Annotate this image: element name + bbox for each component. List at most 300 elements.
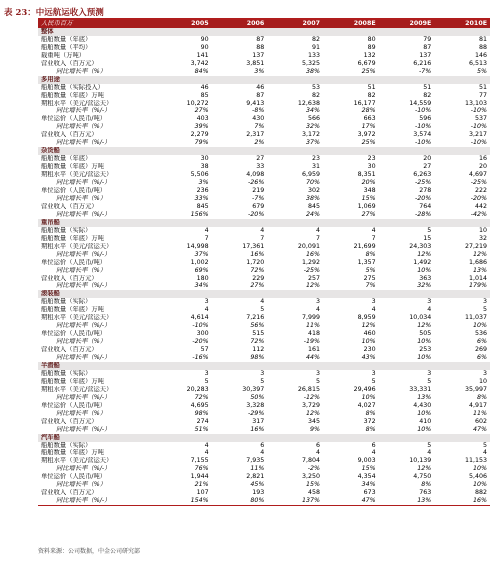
value-cell: 12%	[473, 250, 487, 258]
value-cell: 33%	[194, 194, 209, 202]
value-cell: 10%	[473, 465, 487, 473]
value-cell: 3,172	[301, 131, 320, 139]
row-label: 同比增长率（%）	[56, 123, 107, 131]
table-row	[38, 259, 490, 267]
row-label: 期租水平（美元/营运天）	[41, 457, 113, 465]
value-cell: 1,002	[190, 258, 209, 266]
row-label: 期租水平（美元/营运天）	[41, 99, 113, 107]
value-cell: 15	[423, 234, 432, 242]
value-cell: 27%	[250, 282, 265, 290]
row-label: 单位运价（人民币/吨）	[41, 401, 107, 409]
value-cell: 11,037	[464, 314, 487, 322]
value-cell: 13%	[473, 266, 487, 274]
section-header-cell	[434, 76, 490, 84]
value-cell: 7	[315, 234, 320, 242]
value-cell: 4	[204, 441, 209, 449]
value-cell: 9%	[309, 425, 320, 433]
row-label: 营业收入（百万元）	[41, 274, 98, 282]
table-row	[38, 100, 490, 108]
value-cell: 275	[363, 274, 376, 282]
value-cell: 27%	[361, 210, 376, 218]
value-cell: -16%	[192, 354, 209, 362]
row-label: 船舶数量（实际）	[41, 226, 92, 234]
value-cell: -26%	[248, 179, 265, 187]
value-cell: 15%	[361, 194, 376, 202]
section-name: 汽车船	[38, 434, 156, 442]
value-cell: 3	[427, 369, 432, 377]
value-cell: 10%	[417, 354, 432, 362]
row-label: 船舶数量（实际）	[41, 369, 92, 377]
value-cell: 8%	[365, 425, 376, 433]
value-cell: 98%	[250, 354, 265, 362]
table-row	[38, 346, 490, 354]
value-cell: 566	[307, 115, 320, 123]
value-cell: 257	[307, 274, 320, 282]
value-cell: 4	[482, 449, 487, 457]
value-cell: 3,250	[301, 473, 320, 481]
row-label: 船舶数量（年底）万吨	[41, 91, 104, 99]
table-row	[38, 449, 490, 457]
value-cell: 20%	[361, 179, 376, 187]
table-row	[38, 497, 490, 505]
value-cell: 4	[315, 306, 320, 314]
table-row	[38, 227, 490, 235]
table-title: 表 23：中远航运收入预测	[4, 8, 104, 18]
row-label: 同比增长率（%/-）	[56, 322, 111, 330]
value-cell: 4,750	[413, 473, 432, 481]
value-cell: 4	[260, 226, 265, 234]
value-cell: 35,997	[464, 385, 487, 393]
value-cell: 4,098	[246, 171, 265, 179]
row-label: 同比增长率（%/-）	[56, 393, 111, 401]
value-cell: 44%	[305, 354, 320, 362]
value-cell: 84%	[194, 67, 209, 75]
value-cell: 20,283	[186, 385, 209, 393]
year-header: 2005	[156, 20, 212, 28]
value-cell: 317	[252, 417, 265, 425]
value-cell: 403	[196, 115, 209, 123]
value-cell: 76%	[194, 465, 209, 473]
value-cell: 4	[427, 306, 432, 314]
value-cell: 7%	[365, 282, 376, 290]
value-cell: 25%	[361, 139, 376, 147]
value-cell: 4	[204, 226, 209, 234]
section-header-cell	[434, 147, 490, 155]
value-cell: 77	[478, 91, 487, 99]
value-cell: 3	[315, 298, 320, 306]
value-cell: -2%	[307, 465, 320, 473]
value-cell: 418	[307, 330, 320, 338]
section-header-cell	[434, 290, 490, 298]
value-cell: 6,513	[468, 59, 487, 67]
value-cell: 39%	[194, 123, 209, 131]
value-cell: 663	[363, 115, 376, 123]
table-row	[38, 52, 490, 60]
row-label: 同比增长率（%/-）	[56, 250, 111, 258]
value-cell: 16%	[250, 250, 265, 258]
value-cell: 6	[315, 441, 320, 449]
value-cell: 7,216	[246, 314, 265, 322]
value-cell: 51	[367, 83, 376, 91]
value-cell: 57	[200, 346, 209, 354]
value-cell: 4	[204, 449, 209, 457]
table-row	[38, 84, 490, 92]
value-cell: 38%	[305, 67, 320, 75]
row-label: 营业收入（百万元）	[41, 131, 98, 139]
value-cell: 4	[260, 449, 265, 457]
table-row	[38, 267, 490, 275]
value-cell: 3	[260, 369, 265, 377]
table-row	[38, 442, 490, 450]
value-cell: 3,729	[301, 401, 320, 409]
value-cell: 8%	[421, 481, 432, 489]
row-label: 同比增长率（%）	[56, 409, 107, 417]
value-cell: 845	[196, 202, 209, 210]
row-label: 单位运价（人民币/吨）	[41, 115, 107, 123]
value-cell: 882	[474, 489, 487, 497]
value-cell: -28%	[415, 210, 432, 218]
value-cell: 14,998	[186, 242, 209, 250]
value-cell: 345	[307, 417, 320, 425]
row-label: 船舶数量（实际）	[41, 298, 92, 306]
row-label: 同比增长率（%/-）	[56, 210, 111, 218]
value-cell: 51%	[194, 425, 209, 433]
value-cell: 348	[363, 187, 376, 195]
value-cell: 3	[315, 369, 320, 377]
value-cell: -12%	[303, 393, 320, 401]
value-cell: 3	[371, 369, 376, 377]
value-cell: 37%	[194, 250, 209, 258]
value-cell: 154%	[156, 497, 212, 505]
value-cell: 253	[419, 346, 432, 354]
table-row	[38, 68, 490, 76]
value-cell: 27%	[194, 107, 209, 115]
value-cell: 1,069	[357, 202, 376, 210]
value-cell: 32	[478, 234, 487, 242]
section-header-cell	[212, 290, 268, 298]
section-header-cell	[267, 76, 323, 84]
value-cell: 5	[427, 441, 432, 449]
table-row	[38, 378, 490, 386]
value-cell: 5	[315, 377, 320, 385]
value-cell: 8%	[477, 393, 487, 401]
row-label: 船舶数量（年底）万吨	[41, 377, 104, 385]
value-cell: -10%	[192, 322, 209, 330]
value-cell: 34%	[361, 481, 376, 489]
row-label: 期租水平（美元/营运天）	[41, 171, 113, 179]
table-row	[38, 330, 490, 338]
value-cell: -29%	[248, 409, 265, 417]
value-cell: -10%	[415, 107, 432, 115]
value-cell: 15%	[361, 465, 376, 473]
value-cell: 8%	[365, 250, 376, 258]
value-cell: 4,917	[468, 401, 487, 409]
value-cell: 6	[260, 441, 265, 449]
value-cell: 16%	[434, 497, 490, 505]
value-cell: 56%	[250, 322, 265, 330]
value-cell: 3	[482, 298, 487, 306]
section-name: 半潜船	[38, 362, 156, 370]
value-cell: 82	[367, 91, 376, 99]
value-cell: 1,944	[190, 473, 209, 481]
value-cell: 91	[311, 43, 320, 51]
value-cell: 4	[260, 298, 265, 306]
table-row	[38, 386, 490, 394]
value-cell: 16%	[250, 425, 265, 433]
value-cell: 10,272	[186, 99, 209, 107]
value-cell: 5%	[477, 67, 487, 75]
value-cell: 5	[427, 377, 432, 385]
value-cell: 27	[423, 163, 432, 171]
row-label: 同比增长率（%/-）	[38, 497, 156, 505]
value-cell: 27	[256, 155, 265, 163]
value-cell: 146	[474, 51, 487, 59]
row-label: 同比增长率（%）	[56, 194, 107, 202]
table-row	[38, 465, 490, 473]
row-label: 同比增长率（%/-）	[56, 139, 111, 147]
value-cell: 4,614	[190, 314, 209, 322]
value-cell: 17%	[361, 123, 376, 131]
value-cell: 34%	[194, 282, 209, 290]
section-header-cell	[323, 362, 379, 370]
section-name: 重吊船	[38, 219, 156, 227]
value-cell: 4	[371, 449, 376, 457]
value-cell: 10	[478, 226, 487, 234]
table-row	[38, 92, 490, 100]
row-label: 营业收入（百万元）	[41, 489, 98, 497]
value-cell: 72%	[194, 393, 209, 401]
row-label: 同比增长率（%）	[56, 481, 107, 489]
value-cell: 13%	[417, 393, 432, 401]
value-cell: 4	[315, 449, 320, 457]
row-label: 期租水平（美元/营运天）	[41, 314, 113, 322]
table-row	[38, 235, 490, 243]
value-cell: 460	[363, 330, 376, 338]
value-cell: 372	[363, 417, 376, 425]
value-cell: 24,303	[409, 242, 432, 250]
value-cell: 6%	[477, 338, 487, 346]
table-row	[38, 251, 490, 259]
value-cell: 47%	[323, 497, 379, 505]
year-header: 2007	[267, 20, 323, 28]
value-cell: 7	[204, 234, 209, 242]
section-header-cell	[267, 434, 323, 442]
value-cell: 4	[315, 226, 320, 234]
year-header: 2006	[212, 20, 268, 28]
value-cell: 137	[419, 51, 432, 59]
value-cell: 1,357	[357, 258, 376, 266]
table-row	[38, 481, 490, 489]
value-cell: 12%	[417, 465, 432, 473]
value-cell: 596	[419, 115, 432, 123]
section-header-cell	[156, 290, 212, 298]
value-cell: 32%	[417, 282, 432, 290]
value-cell: 1,492	[413, 258, 432, 266]
section-header-row	[38, 76, 490, 84]
value-cell: 4	[371, 306, 376, 314]
value-cell: 4	[371, 226, 376, 234]
value-cell: -19%	[303, 338, 320, 346]
table-row	[38, 410, 490, 418]
year-header: 2009E	[379, 20, 435, 28]
section-header-cell	[212, 147, 268, 155]
value-cell: 16,177	[353, 99, 376, 107]
section-header-cell	[379, 147, 435, 155]
value-cell: 442	[474, 202, 487, 210]
section-header-cell	[434, 219, 490, 227]
value-cell: 2,821	[246, 473, 265, 481]
table-row	[38, 107, 490, 115]
row-label: 同比增长率（%/-）	[56, 425, 111, 433]
value-cell: 4,697	[468, 171, 487, 179]
value-cell: -25%	[470, 179, 487, 187]
value-cell: 3,742	[190, 59, 209, 67]
table-row	[38, 203, 490, 211]
value-cell: 12%	[305, 282, 320, 290]
value-cell: 5	[260, 306, 265, 314]
value-cell: 5,325	[301, 59, 320, 67]
value-cell: 3%	[198, 179, 209, 187]
value-cell: 87	[256, 35, 265, 43]
value-cell: 5	[427, 226, 432, 234]
value-cell: 1,292	[301, 258, 320, 266]
value-cell: 12%	[417, 322, 432, 330]
value-cell: 4	[204, 306, 209, 314]
value-cell: 219	[252, 187, 265, 195]
table-row	[38, 402, 490, 410]
value-cell: -42%	[470, 210, 487, 218]
value-cell: 30	[200, 155, 209, 163]
value-cell: -10%	[470, 107, 487, 115]
value-cell: -7%	[419, 67, 432, 75]
value-cell: 20,091	[297, 242, 320, 250]
row-label: 单位运价（人民币/吨）	[41, 187, 107, 195]
table-row	[38, 314, 490, 322]
value-cell: 38	[200, 163, 209, 171]
table-row	[38, 489, 490, 497]
value-cell: 3,972	[357, 131, 376, 139]
value-cell: 193	[252, 489, 265, 497]
value-cell: -20%	[248, 210, 265, 218]
table-row	[38, 370, 490, 378]
value-cell: 161	[307, 346, 320, 354]
value-cell: 79%	[194, 139, 209, 147]
value-cell: 2,317	[246, 131, 265, 139]
value-cell: 180	[196, 274, 209, 282]
value-cell: -20%	[470, 194, 487, 202]
value-cell: 21,699	[353, 242, 376, 250]
table-row	[38, 179, 490, 187]
value-cell: 230	[363, 346, 376, 354]
value-cell: -10%	[470, 139, 487, 147]
value-cell: 46	[200, 83, 209, 91]
section-header-cell	[267, 219, 323, 227]
value-cell: 236	[196, 187, 209, 195]
section-header-cell	[212, 219, 268, 227]
value-cell: 85	[200, 91, 209, 99]
value-cell: 3%	[254, 67, 265, 75]
table-row	[38, 131, 490, 139]
source-footnote: 资料来源：公司数据，中金公司研究部	[38, 548, 141, 555]
table-row	[38, 426, 490, 434]
section-header-row	[38, 362, 490, 370]
section-header-cell	[156, 434, 212, 442]
value-cell: 1,720	[246, 258, 265, 266]
table-row	[38, 155, 490, 163]
value-cell: 764	[419, 202, 432, 210]
table-row	[38, 187, 490, 195]
value-cell: 141	[196, 51, 209, 59]
value-cell: 28%	[361, 107, 376, 115]
section-name: 整体	[38, 28, 156, 36]
value-cell: 23	[367, 155, 376, 163]
value-cell: -25%	[303, 266, 320, 274]
row-label: 同比增长率（%）	[56, 266, 107, 274]
section-header-cell	[434, 28, 490, 36]
value-cell: 38%	[305, 194, 320, 202]
value-cell: 845	[307, 202, 320, 210]
row-label: 单位运价（人民币/吨）	[41, 473, 107, 481]
section-header-cell	[379, 434, 435, 442]
value-cell: 51	[423, 83, 432, 91]
row-label: 船舶数量（年底）万吨	[41, 449, 104, 457]
value-cell: 87	[256, 91, 265, 99]
value-cell: 20	[478, 163, 487, 171]
value-cell: 33,331	[409, 385, 432, 393]
row-label: 船舶数量（年底）	[41, 155, 92, 163]
value-cell: 5	[482, 306, 487, 314]
section-header-cell	[323, 76, 379, 84]
value-cell: 13%	[379, 497, 435, 505]
section-header-cell	[212, 434, 268, 442]
value-cell: 12,638	[297, 99, 320, 107]
value-cell: 88	[256, 43, 265, 51]
section-header-cell	[379, 219, 435, 227]
row-label: 同比增长率（%/-）	[56, 465, 111, 473]
value-cell: 4,430	[413, 401, 432, 409]
value-cell: 107	[196, 489, 209, 497]
row-label: 同比增长率（%/-）	[56, 179, 111, 187]
value-cell: 8%	[365, 409, 376, 417]
table-row	[38, 457, 490, 465]
value-cell: -20%	[192, 338, 209, 346]
section-header-cell	[434, 434, 490, 442]
row-label: 营业收入（百万元）	[41, 59, 98, 67]
value-cell: 27,219	[464, 242, 487, 250]
row-label: 船舶数量（实际）	[41, 441, 92, 449]
value-cell: -10%	[415, 123, 432, 131]
value-cell: 23	[311, 155, 320, 163]
section-header-cell	[323, 28, 379, 36]
value-cell: 10%	[417, 425, 432, 433]
value-cell: 6	[371, 441, 376, 449]
value-cell: 537	[474, 115, 487, 123]
value-cell: 7%	[254, 123, 265, 131]
value-cell: 30,397	[242, 385, 265, 393]
value-cell: 21%	[194, 481, 209, 489]
section-header-row	[38, 290, 490, 298]
row-label: 期租水平（美元/营运天）	[41, 242, 113, 250]
table-row	[38, 115, 490, 123]
value-cell: 13,103	[464, 99, 487, 107]
value-cell: -10%	[415, 139, 432, 147]
table-row	[38, 394, 490, 402]
row-label: 期租水平（美元/营运天）	[41, 385, 113, 393]
value-cell: 269	[474, 346, 487, 354]
value-cell: 300	[196, 330, 209, 338]
value-cell: 2,279	[190, 131, 209, 139]
table-row	[38, 473, 490, 481]
